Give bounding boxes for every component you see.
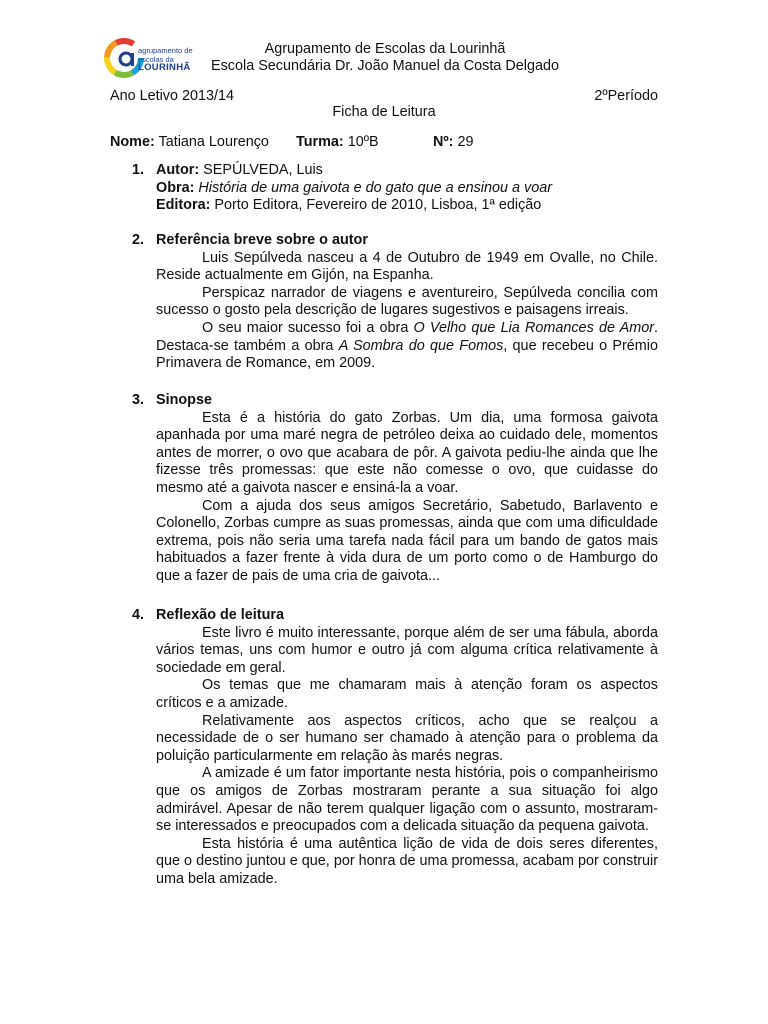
section-synopsis — [110, 392, 658, 607]
school-period: 2ºPeríodo — [594, 88, 658, 104]
paragraph: Os temas que me chamaram mais à atenção foram os aspectos críticos e a amizade. — [156, 677, 658, 711]
paragraph: O seu maior sucesso foi a obra O Velho que Lia Romances de Amor. Destaca-se também a obra A Sombra do que Fomos, que recebeu o Prémio Primavera de Romance, em 2009. — [156, 319, 658, 372]
student-name: Nome: Tatiana Lourenço — [110, 134, 269, 150]
logo-wordmark: agrupamento de escolas da LOURINHÃ — [138, 46, 193, 73]
section-author-reference — [110, 232, 658, 392]
section-number: 3. — [132, 392, 145, 408]
section-number: 2. — [132, 232, 145, 248]
section-reading-reflection — [110, 607, 658, 889]
section-title: Sinopse — [156, 392, 212, 408]
paragraph: Luis Sepúlveda nasceu a 4 de Outubro de 1949 em Ovalle, no Chile. Reside actualmente em Gijón, na Espanha. — [156, 249, 658, 284]
student-info — [110, 134, 658, 152]
paragraph: Com a ajuda dos seus amigos Secretário, Sabetudo, Barlavento e Colonello, Zorbas cumpre as suas promessas, ainda que com uma dificuldade extrema, pois não seria uma tarefa nada fácil para um bando de gatos mais habituados a fazer frente à vida dura de um porto como o de Hamburgo do que a fazer de pais de uma cria de gaivota... — [156, 497, 658, 584]
section-number: 1. — [132, 162, 145, 178]
paragraph: Esta história é uma autêntica lição de vida de dois seres diferentes, que o destino juntou e que, por honra de uma promessa, acabam por construir uma bela amizade. — [156, 835, 658, 887]
reading-sheet-sections — [110, 162, 658, 889]
school-group-name: Agrupamento de Escolas da Lourinhã — [264, 41, 506, 57]
section-number: 4. — [132, 607, 145, 623]
school-name: Escola Secundária Dr. João Manuel da Costa Delgado — [211, 58, 559, 74]
paragraph: Perspicaz narrador de viagens e aventureiro, Sepúlveda concilia com sucesso o gosto pela descrição de lugares sugestivos e paisagens irreais. — [156, 284, 658, 319]
paragraph: A amizade é um fator importante nesta história, pois o companheirismo que os amigos de Zorbas mostraram perante a sua situação foi algo admirável. Apesar de não terem qualquer ligação com o assunto, mostraram-se interessados e preocupados com a delicada situação da pequena gaivota. — [156, 765, 658, 835]
author-line: Autor: SEPÚLVEDA, Luis — [156, 162, 323, 178]
section-title: Reflexão de leitura — [156, 607, 284, 623]
section-title: Referência breve sobre o autor — [156, 232, 368, 248]
student-class: Turma: 10ºB — [296, 134, 379, 150]
form-title: Ficha de Leitura — [332, 104, 436, 120]
publisher-line: Editora: Porto Editora, Fevereiro de 2010, Lisboa, 1ª edição — [156, 197, 542, 214]
paragraph: Este livro é muito interessante, porque além de ser uma fábula, aborda vários temas, uns com humor e outro já com alguma crítica relativamente à sociedade em geral. — [156, 624, 658, 676]
work-line: Obra: História de uma gaivota e do gato que a ensinou a voar — [156, 179, 552, 196]
student-number: Nº: 29 — [433, 134, 474, 150]
paragraph: Esta é a história do gato Zorbas. Um dia, uma formosa gaivota apanhada por uma maré negra de petróleo deixa ao cuidado dele, momentos antes de morrer, o ovo que acabara de pôr. A gaivota pediu-lhe ainda que lhe fizesse três promessas: que este não comesse o ovo, que cuidasse do mesmo até a gaivota nascer e ensiná-la a voar. — [156, 409, 658, 496]
paragraph: Relativamente aos aspectos críticos, acho que se realçou a necessidade de o ser humano ser chamado à atenção para o problema da poluição particularmente em relação às marés negras. — [156, 712, 658, 764]
section-book-info — [110, 162, 658, 232]
document-header — [0, 38, 768, 78]
school-year: Ano Letivo 2013/14 — [110, 88, 235, 104]
